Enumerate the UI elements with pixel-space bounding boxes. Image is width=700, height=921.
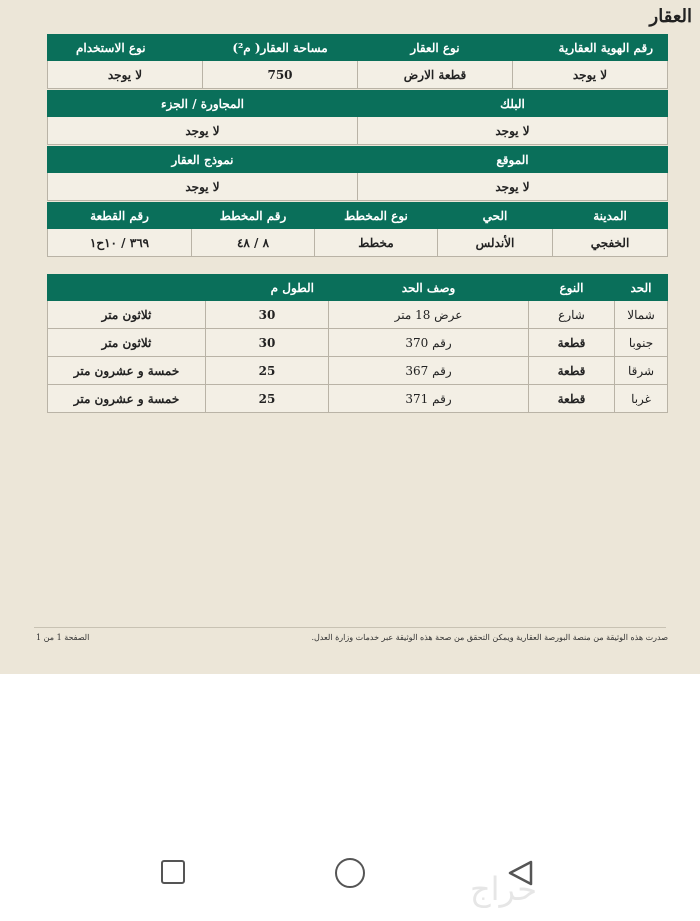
plot-number-header: رقم القطعة (48, 203, 192, 229)
boundary-length: 25 (206, 385, 329, 413)
table-header-row (48, 275, 668, 301)
usage-type-value: لا يوجد (48, 61, 203, 89)
location-value: لا يوجد (358, 173, 668, 201)
footer-note: صدرت هذه الوثيقة من منصة البورصة العقارية ويمكن التحقق من صحة هذه الوثيقة عبر خدمات وزارة العدل. (311, 633, 668, 642)
address-table (47, 202, 668, 257)
boundary-side: شمالا (615, 301, 668, 329)
property-model-header: نموذج العقار (48, 147, 358, 173)
footer-divider (34, 627, 666, 628)
boundary-length-text: خمسة و عشرون متر (48, 357, 206, 385)
property-area-value: 750 (203, 61, 358, 89)
boundary-header: الحد (615, 275, 668, 301)
table-header-row (48, 91, 668, 117)
plan-type-header: نوع المخطط (315, 203, 438, 229)
boundary-type: قطعة (529, 385, 615, 413)
city-value: الخفجي (553, 229, 668, 257)
property-id-value: لا يوجد (513, 61, 668, 89)
property-model-value: لا يوجد (48, 173, 358, 201)
location-header: الموقع (358, 147, 668, 173)
property-type-value: قطعة الارض (358, 61, 513, 89)
boundary-side: غربا (615, 385, 668, 413)
neighborhood-part-value: لا يوجد (48, 117, 358, 145)
table-row (48, 173, 668, 201)
table-row (48, 117, 668, 145)
block-header: البلك (358, 91, 668, 117)
home-button[interactable] (335, 858, 365, 888)
boundary-description: رقم 370 (329, 329, 529, 357)
boundary-description: رقم 371 (329, 385, 529, 413)
table-row (48, 229, 668, 257)
table-header-row (48, 203, 668, 229)
boundary-description: رقم 367 (329, 357, 529, 385)
footer-page-number: الصفحة 1 من 1 (36, 633, 90, 642)
table-row (48, 385, 668, 413)
block-value: لا يوجد (358, 117, 668, 145)
table-row (48, 357, 668, 385)
recent-apps-button[interactable] (161, 860, 185, 884)
table-row (48, 329, 668, 357)
plot-number-value: ٣٦٩ / ١٠ح١ (48, 229, 192, 257)
boundary-length: 30 (206, 329, 329, 357)
property-id-header: رقم الهوية العقارية (513, 35, 668, 61)
boundary-side: جنوبا (615, 329, 668, 357)
boundary-type: قطعة (529, 357, 615, 385)
table-header-row (48, 35, 668, 61)
table-header-row (48, 147, 668, 173)
boundary-length-text: ثلاثون متر (48, 301, 206, 329)
boundary-side: شرقا (615, 357, 668, 385)
boundary-type: شارع (529, 301, 615, 329)
property-type-header: نوع العقار (358, 35, 513, 61)
block-table (47, 90, 668, 145)
boundary-length-text: ثلاثون متر (48, 329, 206, 357)
page-title: العقار (649, 6, 692, 27)
location-table (47, 146, 668, 201)
property-table (47, 34, 668, 89)
plan-type-value: مخطط (315, 229, 438, 257)
boundary-type-header: النوع (529, 275, 615, 301)
boundary-description: عرض 18 متر (329, 301, 529, 329)
table-row (48, 301, 668, 329)
boundary-type: قطعة (529, 329, 615, 357)
district-value: الأندلس (438, 229, 553, 257)
plan-number-value: ٨ / ٤٨ (192, 229, 315, 257)
boundary-length: 25 (206, 357, 329, 385)
table-row (48, 61, 668, 89)
boundary-length-text: خمسة و عشرون متر (48, 385, 206, 413)
city-header: المدينة (553, 203, 668, 229)
district-header: الحي (438, 203, 553, 229)
boundaries-table (47, 274, 668, 413)
neighborhood-part-header: المجاورة / الجزء (48, 91, 358, 117)
plan-number-header: رقم المخطط (192, 203, 315, 229)
usage-type-header: نوع الاستخدام (48, 35, 203, 61)
boundary-description-header: وصف الحد (329, 275, 529, 301)
boundary-length: 30 (206, 301, 329, 329)
haraj-watermark: حراج (470, 870, 537, 908)
property-area-header: مساحة العقار( م²) (203, 35, 358, 61)
boundary-length-header: الطول م (48, 275, 329, 301)
